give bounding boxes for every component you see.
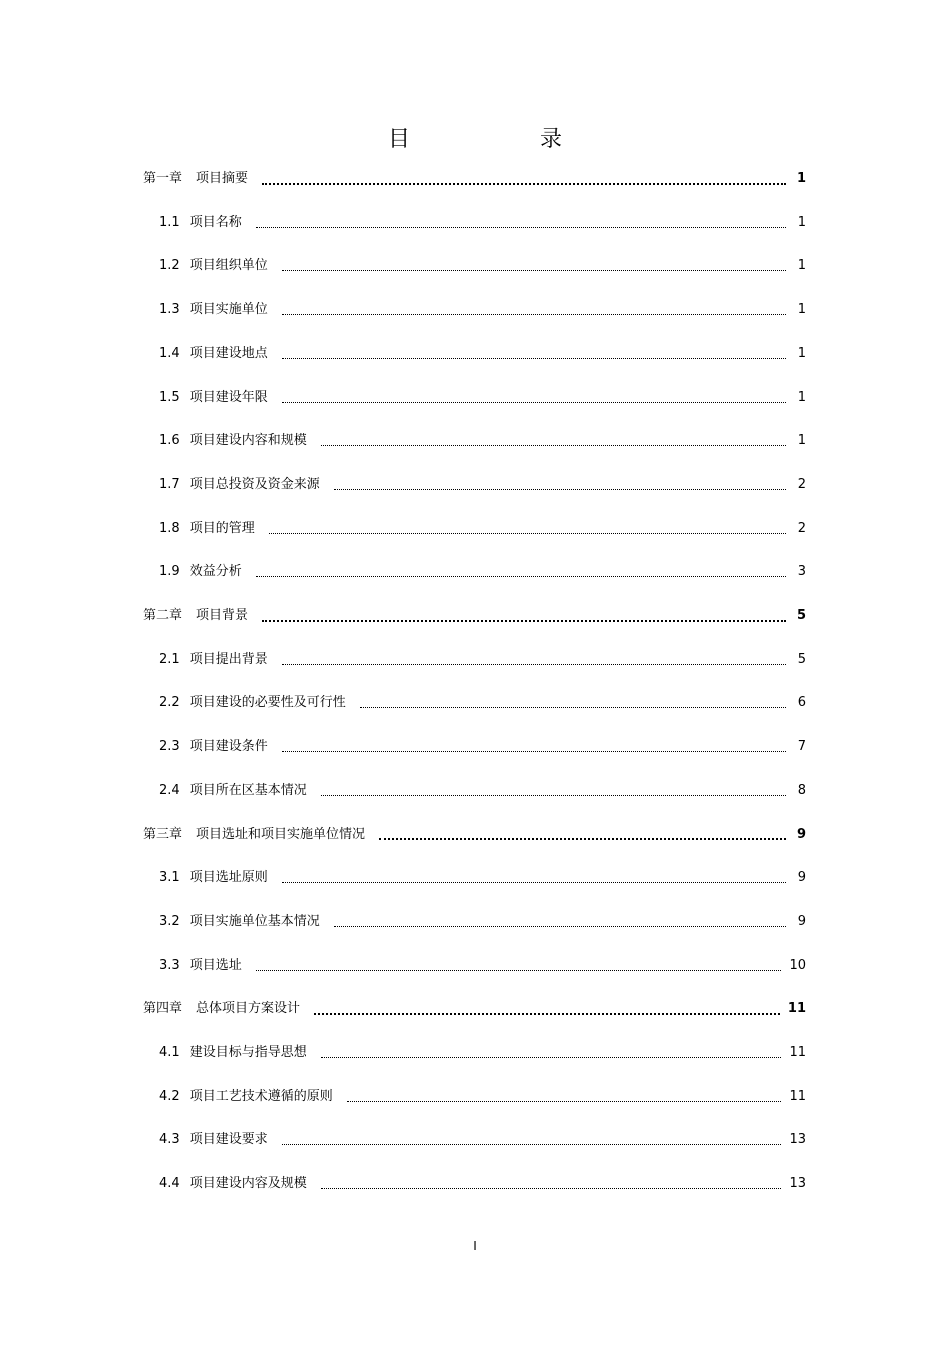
toc-entry-number: 1.9: [159, 564, 180, 580]
toc-chapter-entry[interactable]: [143, 605, 806, 627]
toc-entry-title: 项目摘要: [196, 171, 249, 186]
toc-entry-label: [143, 824, 365, 846]
toc-chapter-entry[interactable]: [143, 824, 806, 846]
toc-section-entry[interactable]: [159, 649, 806, 671]
toc-entry-label: [159, 1042, 307, 1064]
toc-entry-page: 10: [789, 957, 806, 973]
toc-entry-number: 3.3: [159, 957, 180, 973]
toc-entry-label: [143, 605, 248, 627]
dot-leader: [321, 1187, 782, 1189]
toc-entry-page: 1: [797, 258, 806, 274]
toc-entry-label: [159, 212, 242, 234]
toc-entry-number: 1.8: [159, 520, 180, 536]
toc-entry-page: 3: [797, 564, 806, 580]
toc-entry-label: [159, 1173, 307, 1195]
dot-leader: [321, 794, 786, 796]
toc-entry-number: 2.1: [159, 651, 180, 667]
dot-leader: [256, 226, 786, 228]
toc-entry-label: [159, 1086, 333, 1108]
page-number: I: [473, 1239, 477, 1253]
toc-entry-page: 5: [796, 608, 806, 623]
toc-section-entry[interactable]: [159, 474, 806, 496]
dot-leader: [262, 619, 786, 622]
toc-entry-page: 6: [797, 695, 806, 711]
dot-leader: [360, 706, 786, 708]
toc-entry-title: 项目建设内容和规模: [189, 433, 307, 449]
toc-section-entry[interactable]: [159, 911, 806, 933]
toc-entry-title: 项目选址: [189, 957, 242, 973]
toc-entry-label: [159, 474, 320, 496]
toc-section-entry[interactable]: [159, 955, 806, 977]
toc-entry-label: [143, 168, 248, 190]
dot-leader: [256, 969, 782, 971]
toc-entry-page: 11: [789, 1088, 806, 1104]
toc-chapter-entry[interactable]: [143, 168, 806, 190]
toc-entry-number: 4.3: [159, 1132, 180, 1148]
toc-entry-title: 项目建设地点: [189, 345, 268, 361]
dot-leader: [282, 1143, 782, 1145]
toc-entry-label: [159, 692, 346, 714]
toc-entry-number: 1.5: [159, 389, 180, 405]
dot-leader: [282, 881, 786, 883]
toc-entry-title: 项目组织单位: [189, 258, 268, 274]
toc-section-entry[interactable]: [159, 1042, 806, 1064]
toc-entry-title: 项目选址和项目实施单位情况: [196, 826, 366, 842]
toc-title: 目 录: [387, 127, 616, 152]
dot-leader: [282, 750, 786, 752]
toc-entry-page: 2: [797, 476, 806, 492]
toc-entry-title: 项目背景: [196, 608, 249, 623]
toc-section-entry[interactable]: [159, 1086, 806, 1108]
toc-entry-number: 3.1: [159, 870, 180, 886]
toc-entry-page: 9: [797, 870, 806, 886]
toc-section-entry[interactable]: [159, 736, 806, 758]
toc-entry-title: 项目建设的必要性及可行性: [189, 695, 346, 711]
dot-leader: [282, 401, 786, 403]
toc-entry-page: 2: [797, 520, 806, 536]
toc-entry-number: 第二章: [143, 608, 183, 623]
dot-leader: [334, 488, 786, 490]
toc-entry-page: 13: [789, 1132, 806, 1148]
toc-entry-title: 总体项目方案设计: [196, 1001, 301, 1017]
toc-section-entry[interactable]: [159, 780, 806, 802]
toc-entry-page: 11: [787, 1001, 806, 1017]
toc-entry-number: 4.1: [159, 1045, 180, 1060]
toc-entry-page: 13: [789, 1176, 806, 1192]
toc-entry-number: 2.4: [159, 782, 180, 798]
toc-entry-title: 项目建设年限: [189, 389, 268, 405]
toc-entry-title: 项目建设条件: [189, 739, 268, 755]
toc-entry-title: 项目所在区基本情况: [189, 782, 307, 798]
toc-entry-page: 1: [797, 433, 806, 449]
dot-leader: [269, 532, 786, 534]
dot-leader: [321, 1056, 782, 1058]
toc-entry-label: [159, 561, 242, 583]
toc-entry-title: 项目实施单位基本情况: [189, 913, 320, 929]
toc-chapter-entry[interactable]: [143, 998, 806, 1020]
dot-leader: [347, 1100, 782, 1102]
toc-entry-label: [159, 649, 268, 671]
toc-entry-label: [159, 343, 268, 365]
dot-leader: [334, 925, 786, 927]
dot-leader: [282, 663, 786, 665]
toc-entry-title: 建设目标与指导思想: [189, 1045, 307, 1060]
toc-entry-label: [159, 736, 268, 758]
toc-entry-page: 1: [797, 345, 806, 361]
toc-entry-label: [159, 911, 320, 933]
toc-entry-label: [159, 430, 307, 452]
toc-entry-page: 1: [797, 302, 806, 318]
toc-entry-label: [159, 387, 268, 409]
toc-section-entry[interactable]: [159, 1173, 806, 1195]
toc-entry-label: [143, 998, 300, 1020]
toc-section-entry[interactable]: [159, 299, 806, 321]
toc-entry-label: [159, 518, 255, 540]
toc-entry-number: 1.6: [159, 433, 180, 449]
toc-entry-number: 2.2: [159, 695, 180, 711]
toc-section-entry[interactable]: [159, 561, 806, 583]
toc-entry-page: 9: [796, 826, 806, 842]
toc-entry-title: 项目提出背景: [189, 651, 268, 667]
toc-section-entry[interactable]: [159, 692, 806, 714]
toc-entry-label: [159, 780, 307, 802]
toc-entry-number: 1.1: [159, 214, 180, 230]
toc-entry-number: 2.3: [159, 739, 180, 755]
toc-entry-number: 1.2: [159, 258, 180, 274]
toc-entry-title: 效益分析: [189, 564, 242, 580]
toc-entry-page: 1: [796, 171, 806, 186]
toc-entry-number: 第三章: [143, 826, 183, 842]
toc-entry-page: 1: [797, 214, 806, 230]
toc-entry-number: 4.2: [159, 1088, 180, 1104]
toc-entry-page: 8: [797, 782, 806, 798]
toc-entry-title: 项目建设内容及规模: [189, 1176, 307, 1192]
toc-entry-title: 项目名称: [189, 214, 242, 230]
toc-entry-number: 3.2: [159, 913, 180, 929]
toc-entry-number: 1.4: [159, 345, 180, 361]
dot-leader: [321, 444, 786, 446]
toc-section-entry[interactable]: [159, 212, 806, 234]
toc-entry-page: 5: [797, 651, 806, 667]
toc-entry-number: 第四章: [143, 1001, 183, 1017]
toc-entry-title: 项目总投资及资金来源: [189, 476, 320, 492]
toc-entry-number: 1.3: [159, 302, 180, 318]
dot-leader: [256, 575, 786, 577]
toc-entry-title: 项目工艺技术遵循的原则: [189, 1088, 333, 1104]
toc-entry-label: [159, 299, 268, 321]
toc-entry-label: [159, 867, 268, 889]
toc-entry-number: 1.7: [159, 476, 180, 492]
toc-entry-number: 第一章: [143, 171, 183, 186]
dot-leader: [282, 269, 786, 271]
toc-entry-number: 4.4: [159, 1176, 180, 1192]
toc-entry-label: [159, 255, 268, 277]
dot-leader: [262, 182, 786, 185]
toc-entry-title: 项目建设要求: [189, 1132, 268, 1148]
toc-section-entry[interactable]: [159, 518, 806, 540]
toc-section-entry[interactable]: [159, 387, 806, 409]
toc-entry-page: 7: [797, 739, 806, 755]
toc-entry-page: 11: [789, 1045, 806, 1060]
dot-leader: [282, 313, 786, 315]
toc-section-entry[interactable]: [159, 255, 806, 277]
toc-entry-label: [159, 955, 242, 977]
toc-section-entry[interactable]: [159, 430, 806, 452]
toc-entry-title: 项目实施单位: [189, 302, 268, 318]
toc-entry-page: 1: [797, 389, 806, 405]
dot-leader: [314, 1012, 780, 1015]
toc-entry-title: 项目的管理: [189, 520, 255, 536]
toc-section-entry[interactable]: [159, 867, 806, 889]
dot-leader: [282, 357, 786, 359]
toc-entry-page: 9: [797, 913, 806, 929]
toc-section-entry[interactable]: [159, 343, 806, 365]
toc-section-entry[interactable]: [159, 1129, 806, 1151]
toc-entry-title: 项目选址原则: [189, 870, 268, 886]
dot-leader: [379, 837, 786, 840]
toc-entry-label: [159, 1129, 268, 1151]
